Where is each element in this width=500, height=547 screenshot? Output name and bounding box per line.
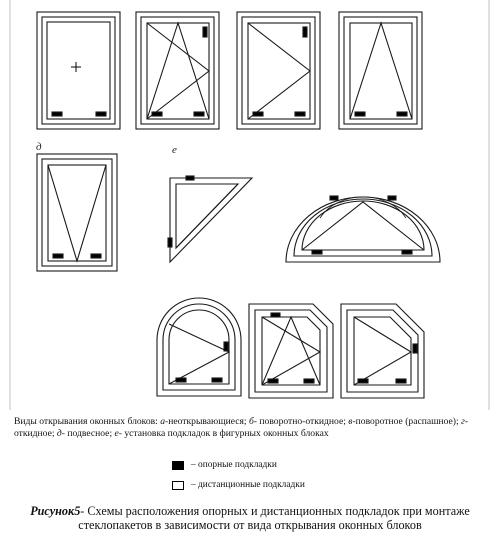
item-text: - поворотно-откидное; [253,416,349,427]
label-d: д [36,141,42,153]
window-hopper [37,154,117,271]
window-trapezoid-tilt-turn [249,304,333,398]
item-letter: в [348,416,353,427]
item-letter: д [56,428,62,439]
black-swatch-icon [172,461,184,470]
item-text: -неоткрывающиеся; [165,416,249,427]
item-text: -поворотное (распашное); [352,416,462,427]
window-semicircle [286,196,440,262]
legend-support-pads [172,460,277,470]
caption-line2: стеклопакетов в зависимости от вида открывания оконных блоков [78,518,422,532]
window-tilt-turn [136,12,219,129]
figure-caption [0,504,500,532]
item-letter: г [461,416,465,427]
window-fixed [37,12,120,129]
description-prefix: Виды открывания оконных блоков: [14,416,161,427]
window-turn [237,12,320,129]
item-text: - установка подкладок в фигурных оконных блоках [118,428,329,439]
caption-line1: - Схемы расположения опорных и дистанционных подкладок при монтаже [80,504,470,518]
window-triangle [168,176,252,262]
legend-spacer-pads [172,480,305,490]
item-text: - откидное; [14,416,469,439]
legend-label: – опорные подкладки [191,460,277,470]
window-tilt [339,12,422,129]
item-text: - подвесное; [61,428,115,439]
item-letter: б [248,416,254,427]
figure-description [14,416,492,440]
white-swatch-icon [172,481,184,490]
window-beveled-turn [341,304,424,398]
label-e: е [172,144,177,156]
item-letter: а [160,416,166,427]
window-arched [157,298,241,396]
legend-label: – дистанционные подкладки [191,480,305,490]
item-letter: е [114,428,119,439]
caption-label: Рисунок5 [30,504,81,518]
